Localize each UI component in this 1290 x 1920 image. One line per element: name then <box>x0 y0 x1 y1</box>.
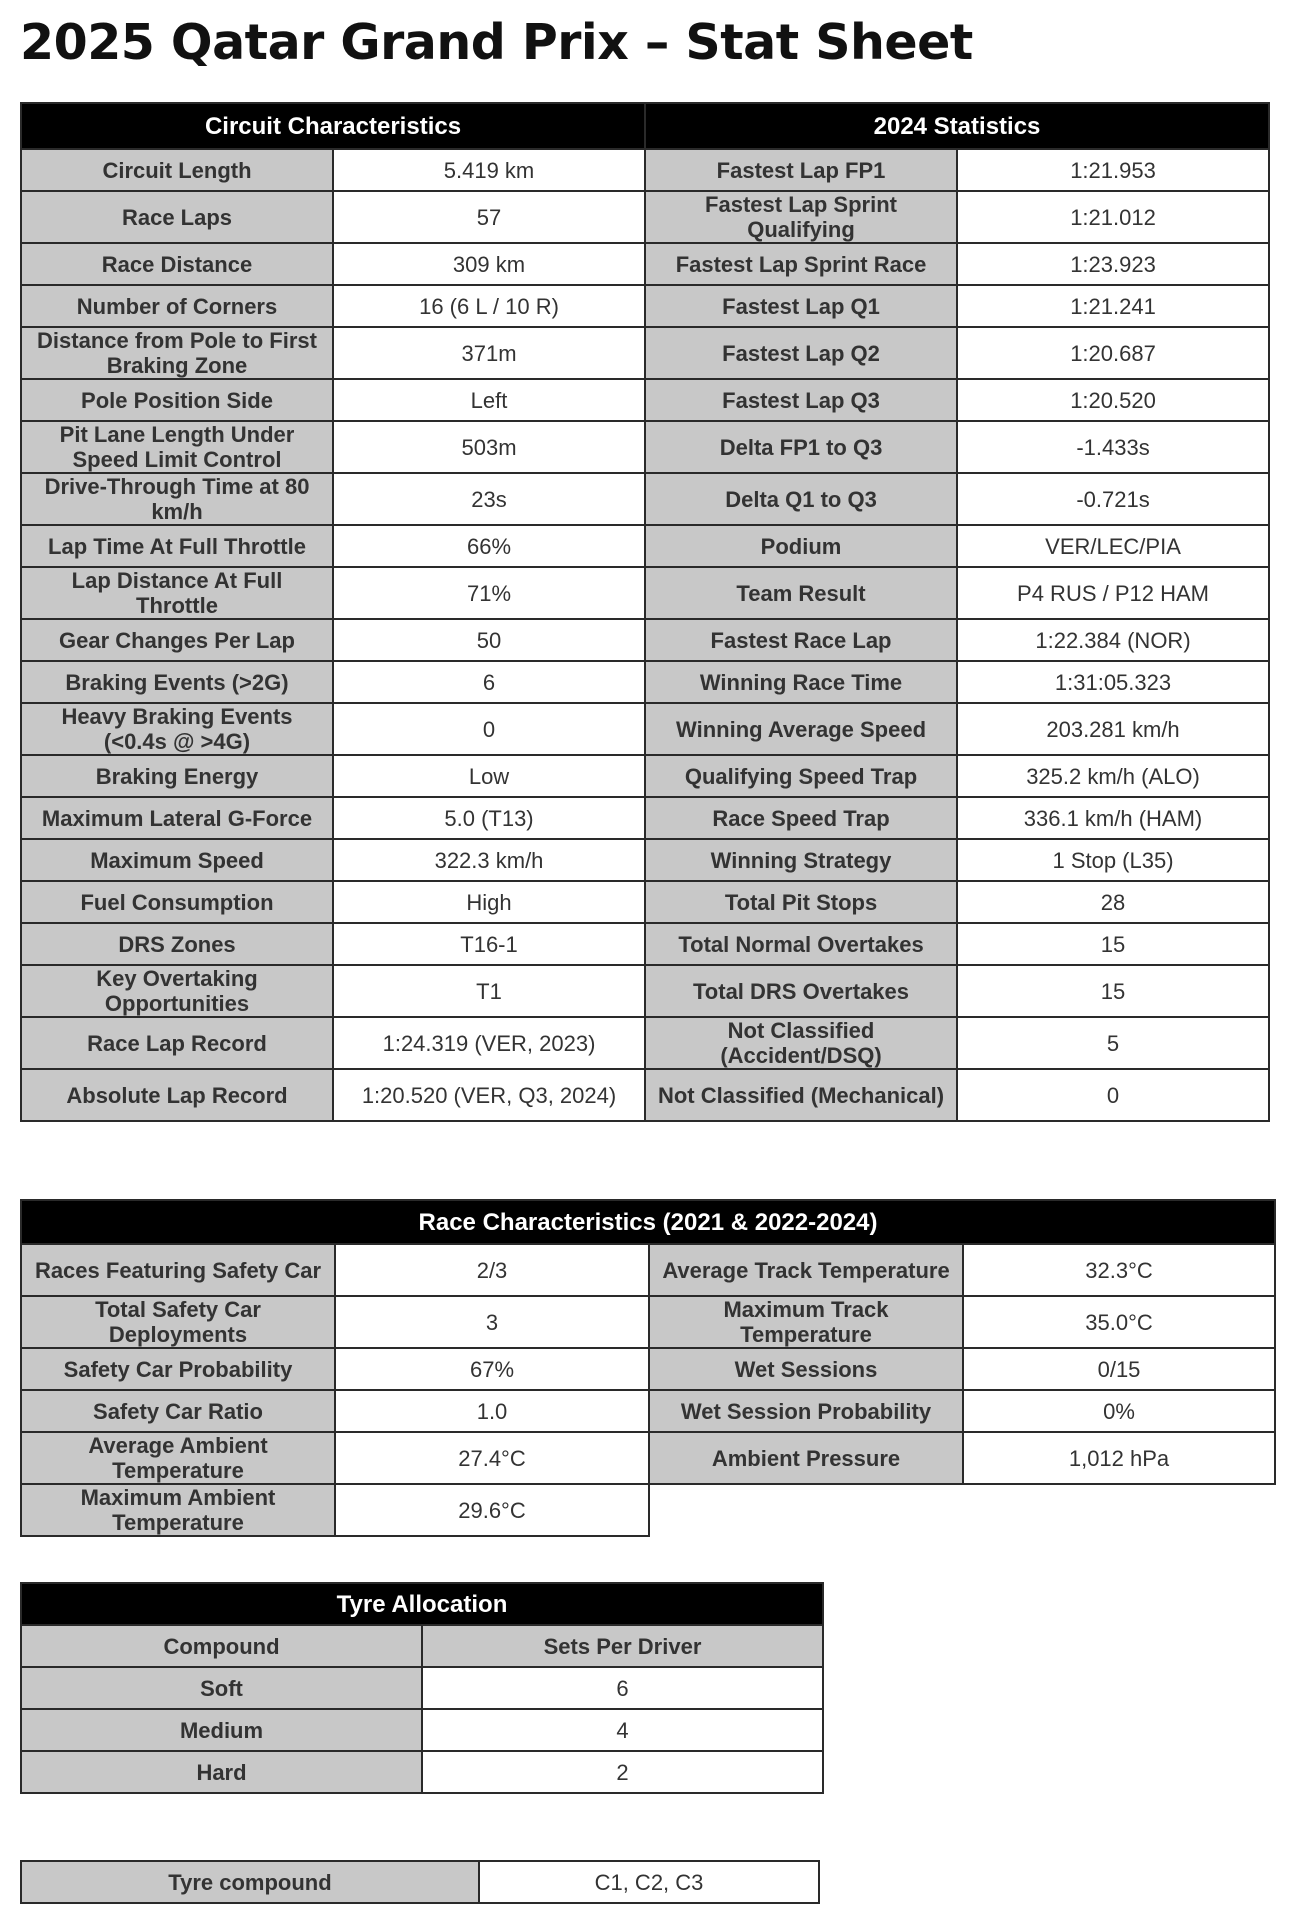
stat-label: Race Lap Record <box>21 1017 333 1069</box>
table-row <box>21 1667 823 1709</box>
stat-label: Pole Position Side <box>21 379 333 421</box>
table-row <box>21 1625 823 1667</box>
stat-value: P4 RUS / P12 HAM <box>957 567 1269 619</box>
stat-value: 57 <box>333 191 645 243</box>
tyre-allocation-header: Tyre Allocation <box>21 1583 823 1625</box>
stat-value: 309 km <box>333 243 645 285</box>
stat-label: Total Pit Stops <box>645 881 957 923</box>
stat-value: 35.0°C <box>963 1296 1275 1348</box>
empty-cell <box>963 1484 1275 1536</box>
stat-value: 1:20.520 (VER, Q3, 2024) <box>333 1069 645 1121</box>
stat-label: Distance from Pole to First Braking Zone <box>21 327 333 379</box>
stat-value: 0% <box>963 1390 1275 1432</box>
table-row <box>21 661 1269 703</box>
stat-label: Maximum Ambient Temperature <box>21 1484 335 1536</box>
stat-label: Ambient Pressure <box>649 1432 963 1484</box>
stat-label: Winning Average Speed <box>645 703 957 755</box>
stat-label: Drive-Through Time at 80 km/h <box>21 473 333 525</box>
statistics-2024-header: 2024 Statistics <box>645 103 1269 149</box>
table-row <box>21 473 1269 525</box>
table-row <box>21 965 1269 1017</box>
stat-value: Low <box>333 755 645 797</box>
table-row <box>21 379 1269 421</box>
tyre-compound-table <box>20 1860 820 1904</box>
stat-label: Total Normal Overtakes <box>645 923 957 965</box>
stat-value: 27.4°C <box>335 1432 649 1484</box>
table-row <box>21 1484 1275 1536</box>
stat-value: 1 Stop (L35) <box>957 839 1269 881</box>
table-row <box>21 923 1269 965</box>
stat-label: Key Overtaking Opportunities <box>21 965 333 1017</box>
stat-value: T1 <box>333 965 645 1017</box>
stat-value: 5.419 km <box>333 149 645 191</box>
stat-label: Total Safety Car Deployments <box>21 1296 335 1348</box>
stat-value: 5.0 (T13) <box>333 797 645 839</box>
stat-label: Fastest Lap Q1 <box>645 285 957 327</box>
stat-label: Number of Corners <box>21 285 333 327</box>
table-row <box>21 285 1269 327</box>
stat-value: 28 <box>957 881 1269 923</box>
stat-value: 325.2 km/h (ALO) <box>957 755 1269 797</box>
stat-label: Total DRS Overtakes <box>645 965 957 1017</box>
sets-value: 4 <box>422 1709 823 1751</box>
stat-value: 1:21.241 <box>957 285 1269 327</box>
table-row <box>21 755 1269 797</box>
stat-value: 5 <box>957 1017 1269 1069</box>
stat-value: 1:20.520 <box>957 379 1269 421</box>
table-row <box>21 1432 1275 1484</box>
table-row <box>21 881 1269 923</box>
stat-label: Fastest Lap Q3 <box>645 379 957 421</box>
table-row <box>21 191 1269 243</box>
stat-value: 203.281 km/h <box>957 703 1269 755</box>
race-characteristics-table <box>20 1199 1276 1537</box>
table-row <box>21 149 1269 191</box>
stat-value: 1:20.687 <box>957 327 1269 379</box>
stat-value: 1:23.923 <box>957 243 1269 285</box>
compound-name: Medium <box>21 1709 422 1751</box>
sets-column-header: Sets Per Driver <box>422 1625 823 1667</box>
stat-value: 15 <box>957 965 1269 1017</box>
stat-value: 1:31:05.323 <box>957 661 1269 703</box>
stat-value: High <box>333 881 645 923</box>
stat-label: Absolute Lap Record <box>21 1069 333 1121</box>
tyre-compound-value: C1, C2, C3 <box>479 1861 819 1903</box>
stat-label: Fastest Lap Q2 <box>645 327 957 379</box>
stat-label: Braking Energy <box>21 755 333 797</box>
table-row <box>21 797 1269 839</box>
stat-value: 67% <box>335 1348 649 1390</box>
table-row <box>21 619 1269 661</box>
stat-label: Not Classified (Accident/DSQ) <box>645 1017 957 1069</box>
table-row <box>21 327 1269 379</box>
table-row <box>21 421 1269 473</box>
stat-value: VER/LEC/PIA <box>957 525 1269 567</box>
table-row <box>21 1069 1269 1121</box>
stat-label: Wet Sessions <box>649 1348 963 1390</box>
table-row <box>21 567 1269 619</box>
stat-value: 336.1 km/h (HAM) <box>957 797 1269 839</box>
stat-value: 15 <box>957 923 1269 965</box>
stat-label: Not Classified (Mechanical) <box>645 1069 957 1121</box>
stat-label: Team Result <box>645 567 957 619</box>
table-row <box>21 1296 1275 1348</box>
table-row <box>21 1348 1275 1390</box>
stat-label: DRS Zones <box>21 923 333 965</box>
table-row <box>21 1751 823 1793</box>
stat-label: Maximum Track Temperature <box>649 1296 963 1348</box>
stat-label: Lap Distance At Full Throttle <box>21 567 333 619</box>
stat-label: Average Track Temperature <box>649 1244 963 1296</box>
stat-label: Fastest Lap Sprint Race <box>645 243 957 285</box>
stat-label: Maximum Speed <box>21 839 333 881</box>
stat-label: Fastest Lap Sprint Qualifying <box>645 191 957 243</box>
sets-value: 6 <box>422 1667 823 1709</box>
stat-label: Delta Q1 to Q3 <box>645 473 957 525</box>
stat-value: 29.6°C <box>335 1484 649 1536</box>
page-title: 2025 Qatar Grand Prix – Stat Sheet <box>20 14 973 71</box>
stat-value: 3 <box>335 1296 649 1348</box>
stat-label: Race Laps <box>21 191 333 243</box>
stat-value: 1.0 <box>335 1390 649 1432</box>
stat-label: Average Ambient Temperature <box>21 1432 335 1484</box>
stat-label: Delta FP1 to Q3 <box>645 421 957 473</box>
circuit-stats-table <box>20 102 1270 1122</box>
stat-value: 23s <box>333 473 645 525</box>
stat-label: Pit Lane Length Under Speed Limit Control <box>21 421 333 473</box>
compound-column-header: Compound <box>21 1625 422 1667</box>
stat-label: Safety Car Ratio <box>21 1390 335 1432</box>
stat-value: 50 <box>333 619 645 661</box>
stat-value: 371m <box>333 327 645 379</box>
stat-value: 0 <box>957 1069 1269 1121</box>
table-row <box>21 1017 1269 1069</box>
compound-name: Soft <box>21 1667 422 1709</box>
stat-value: -0.721s <box>957 473 1269 525</box>
stat-value: Left <box>333 379 645 421</box>
stat-value: 1:21.012 <box>957 191 1269 243</box>
stat-label: Race Distance <box>21 243 333 285</box>
table-row <box>21 1244 1275 1296</box>
stat-label: Fastest Lap FP1 <box>645 149 957 191</box>
stat-label: Fastest Race Lap <box>645 619 957 661</box>
tyre-compound-label: Tyre compound <box>21 1861 479 1903</box>
stat-value: 0/15 <box>963 1348 1275 1390</box>
table-row <box>21 1390 1275 1432</box>
table-row <box>21 1861 819 1903</box>
stat-value: 503m <box>333 421 645 473</box>
table-row <box>21 1709 823 1751</box>
sets-value: 2 <box>422 1751 823 1793</box>
stat-label: Races Featuring Safety Car <box>21 1244 335 1296</box>
stat-value: 2/3 <box>335 1244 649 1296</box>
stat-value: -1.433s <box>957 421 1269 473</box>
stat-label: Fuel Consumption <box>21 881 333 923</box>
stat-label: Podium <box>645 525 957 567</box>
stat-label: Qualifying Speed Trap <box>645 755 957 797</box>
race-characteristics-header: Race Characteristics (2021 & 2022-2024) <box>21 1200 1275 1244</box>
stat-label: Winning Strategy <box>645 839 957 881</box>
stat-label: Heavy Braking Events (<0.4s @ >4G) <box>21 703 333 755</box>
stat-label: Gear Changes Per Lap <box>21 619 333 661</box>
stat-value: 71% <box>333 567 645 619</box>
table-row <box>21 243 1269 285</box>
stat-label: Safety Car Probability <box>21 1348 335 1390</box>
stat-value: 32.3°C <box>963 1244 1275 1296</box>
stat-label: Winning Race Time <box>645 661 957 703</box>
stat-label: Wet Session Probability <box>649 1390 963 1432</box>
compound-name: Hard <box>21 1751 422 1793</box>
tyre-allocation-table <box>20 1582 824 1794</box>
stat-value: 1:22.384 (NOR) <box>957 619 1269 661</box>
circuit-characteristics-header: Circuit Characteristics <box>21 103 645 149</box>
table-row <box>21 839 1269 881</box>
stat-value: 322.3 km/h <box>333 839 645 881</box>
table-row <box>21 525 1269 567</box>
stat-value: T16-1 <box>333 923 645 965</box>
stat-value: 0 <box>333 703 645 755</box>
stat-value: 1:24.319 (VER, 2023) <box>333 1017 645 1069</box>
stat-label: Braking Events (>2G) <box>21 661 333 703</box>
table-row <box>21 703 1269 755</box>
stat-label: Lap Time At Full Throttle <box>21 525 333 567</box>
stat-label: Maximum Lateral G-Force <box>21 797 333 839</box>
empty-cell <box>649 1484 963 1536</box>
stat-label: Race Speed Trap <box>645 797 957 839</box>
stat-value: 1,012 hPa <box>963 1432 1275 1484</box>
stat-value: 6 <box>333 661 645 703</box>
stat-value: 66% <box>333 525 645 567</box>
stat-value: 1:21.953 <box>957 149 1269 191</box>
stat-label: Circuit Length <box>21 149 333 191</box>
stat-value: 16 (6 L / 10 R) <box>333 285 645 327</box>
